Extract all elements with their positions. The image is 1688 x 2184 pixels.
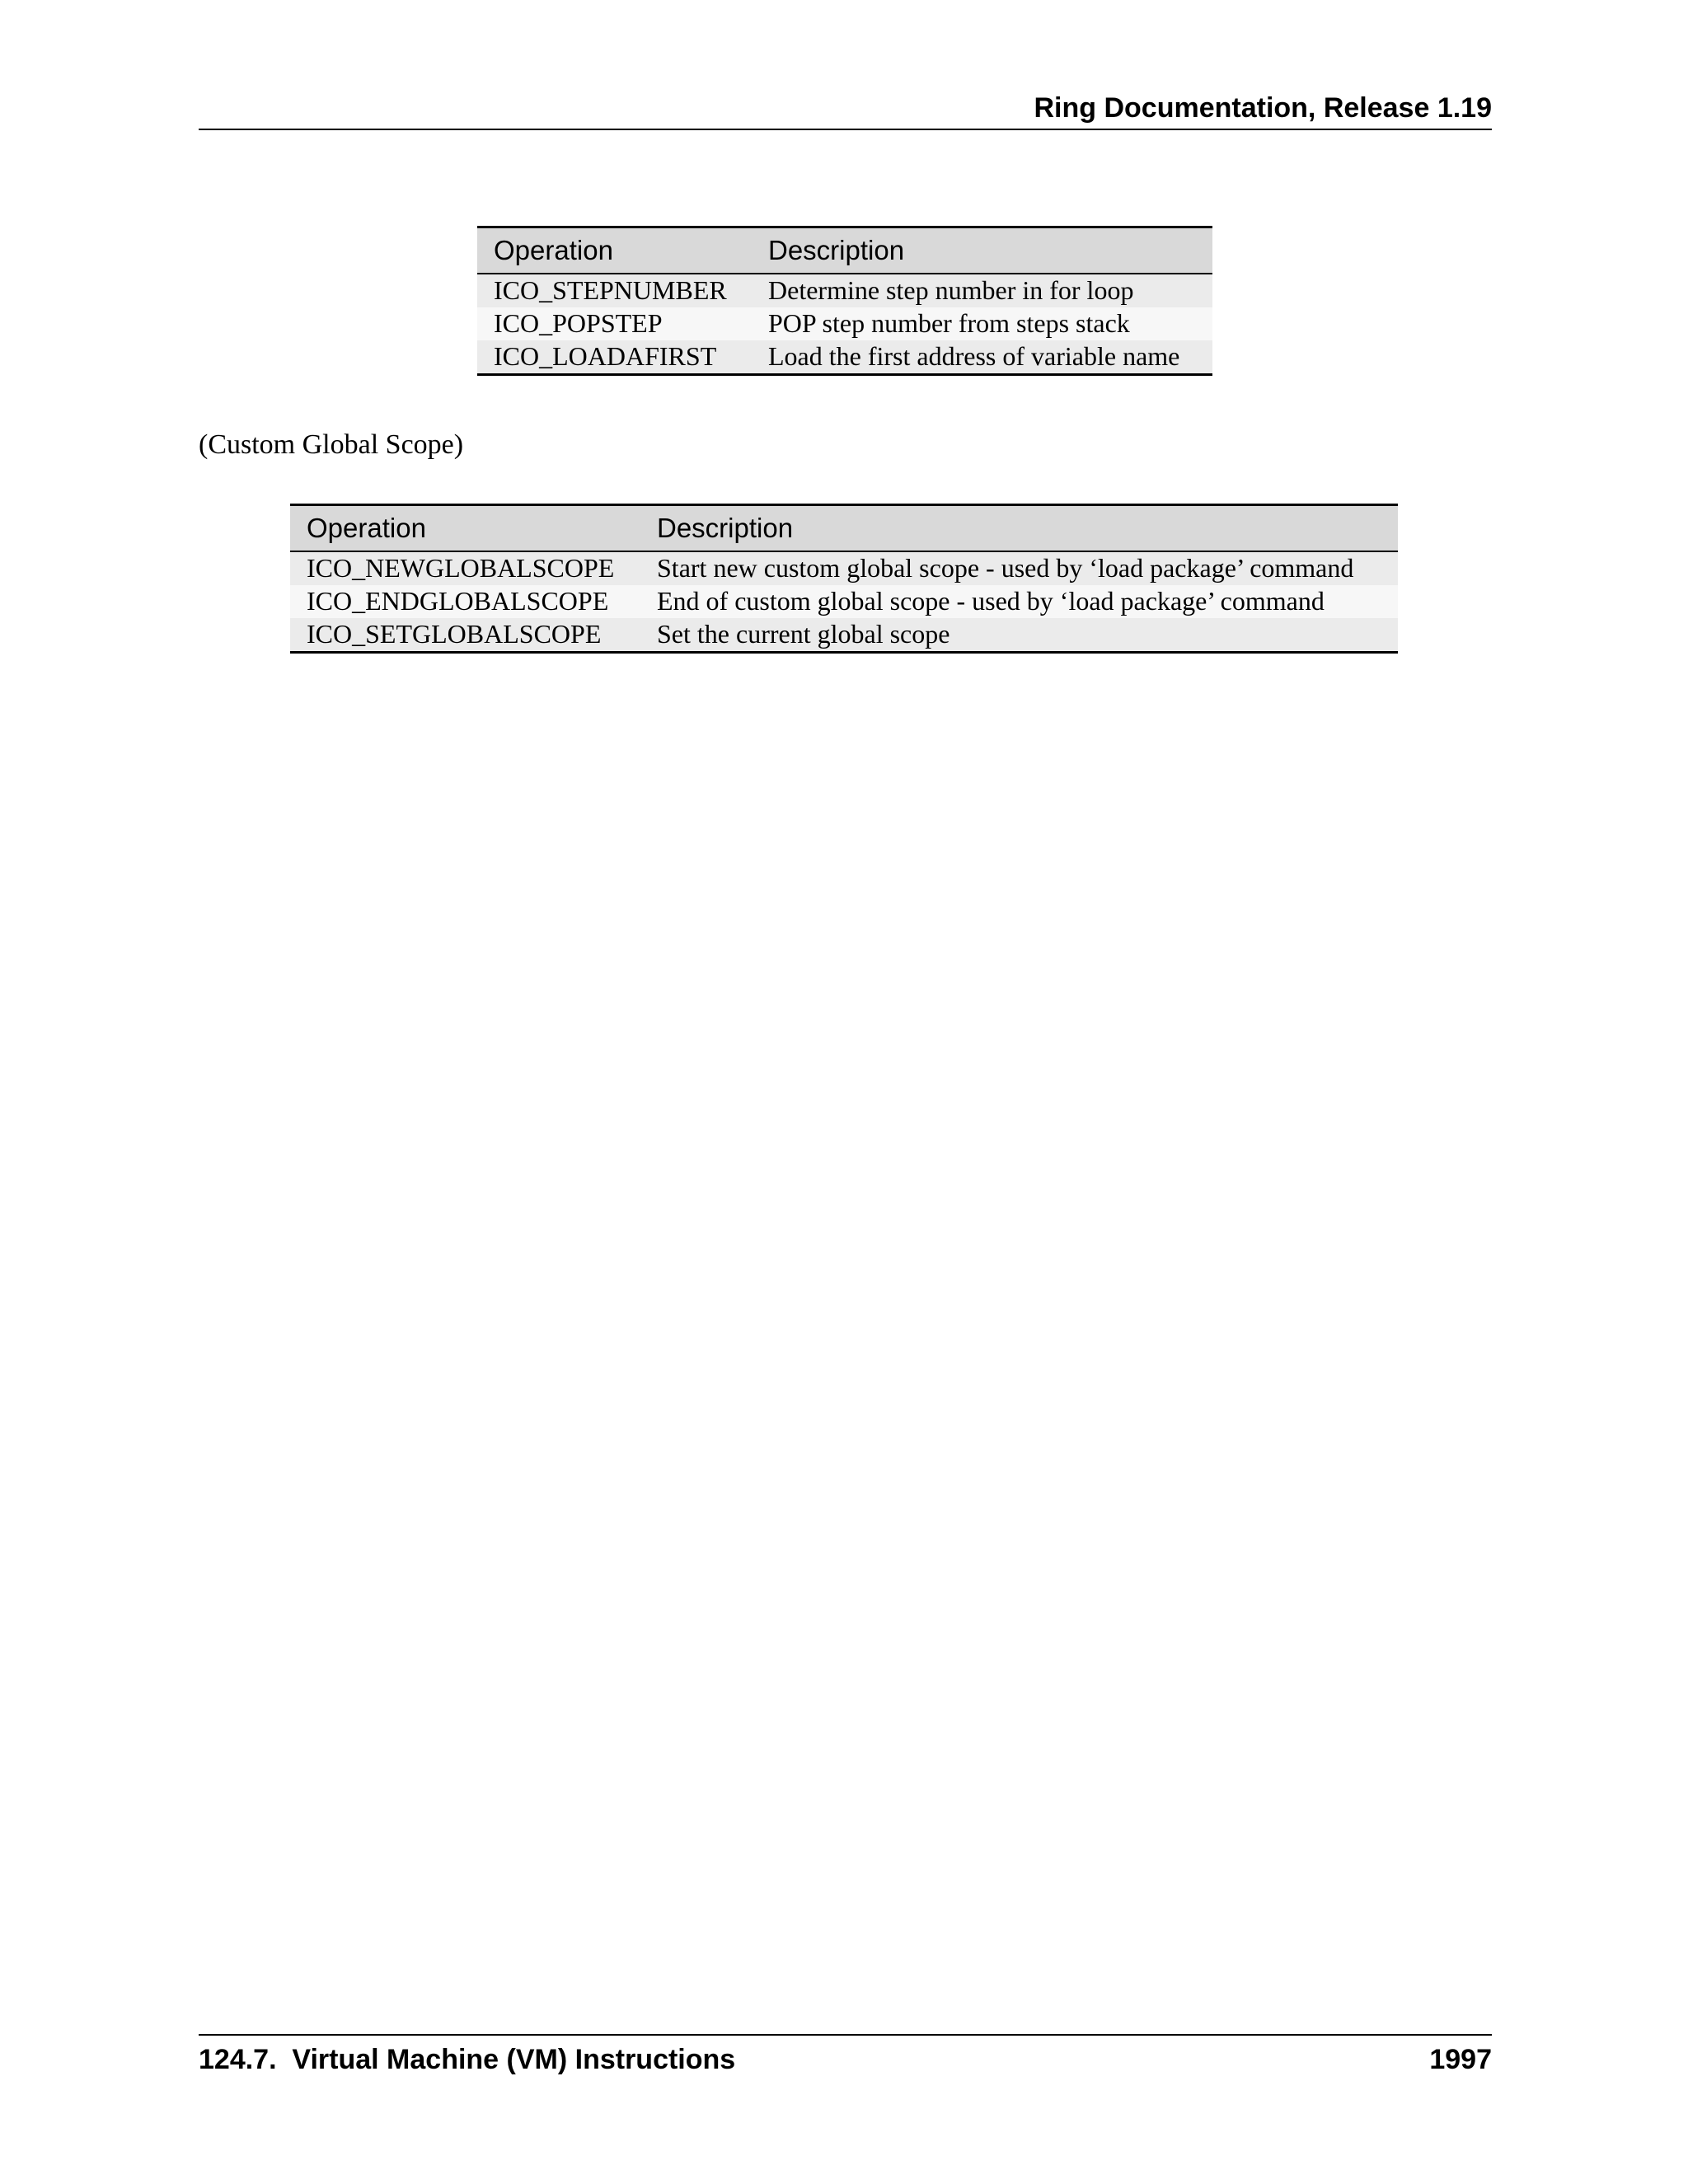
- operation-cell: ICO_SETGLOBALSCOPE: [290, 618, 640, 653]
- table-row: [477, 307, 1212, 340]
- document-title: Ring Documentation, Release 1.19: [1034, 92, 1492, 124]
- description-cell: POP step number from steps stack: [752, 307, 1212, 340]
- footer-section-title: 124.7. Virtual Machine (VM) Instructions: [199, 2044, 736, 2075]
- description-cell: Load the first address of variable name: [752, 340, 1212, 375]
- table-row: [290, 618, 1398, 653]
- table-header-row: [477, 227, 1212, 274]
- table-row: [290, 551, 1398, 585]
- table-row: [290, 585, 1398, 618]
- operation-cell: ICO_ENDGLOBALSCOPE: [290, 585, 640, 618]
- column-header-description: Description: [752, 227, 1212, 274]
- table-row: [477, 274, 1212, 307]
- operation-cell: ICO_NEWGLOBALSCOPE: [290, 551, 640, 585]
- operation-cell: ICO_STEPNUMBER: [477, 274, 752, 307]
- operations-table-loops: [477, 226, 1212, 376]
- description-cell: Determine step number in for loop: [752, 274, 1212, 307]
- page-footer: [199, 2034, 1492, 2077]
- description-cell: Set the current global scope: [640, 618, 1398, 653]
- column-header-operation: Operation: [290, 505, 640, 551]
- operation-cell: ICO_LOADAFIRST: [477, 340, 752, 375]
- table-header-row: [290, 505, 1398, 551]
- section-label-custom-global-scope: (Custom Global Scope): [199, 429, 464, 460]
- table-row: [477, 340, 1212, 375]
- page-header: [199, 89, 1492, 130]
- operations-table-global-scope: [290, 504, 1398, 654]
- description-cell: End of custom global scope - used by ‘load package’ command: [640, 585, 1398, 618]
- column-header-description: Description: [640, 505, 1398, 551]
- page-number: 1997: [1429, 2044, 1492, 2075]
- description-cell: Start new custom global scope - used by ‘load package’ command: [640, 551, 1398, 585]
- column-header-operation: Operation: [477, 227, 752, 274]
- operation-cell: ICO_POPSTEP: [477, 307, 752, 340]
